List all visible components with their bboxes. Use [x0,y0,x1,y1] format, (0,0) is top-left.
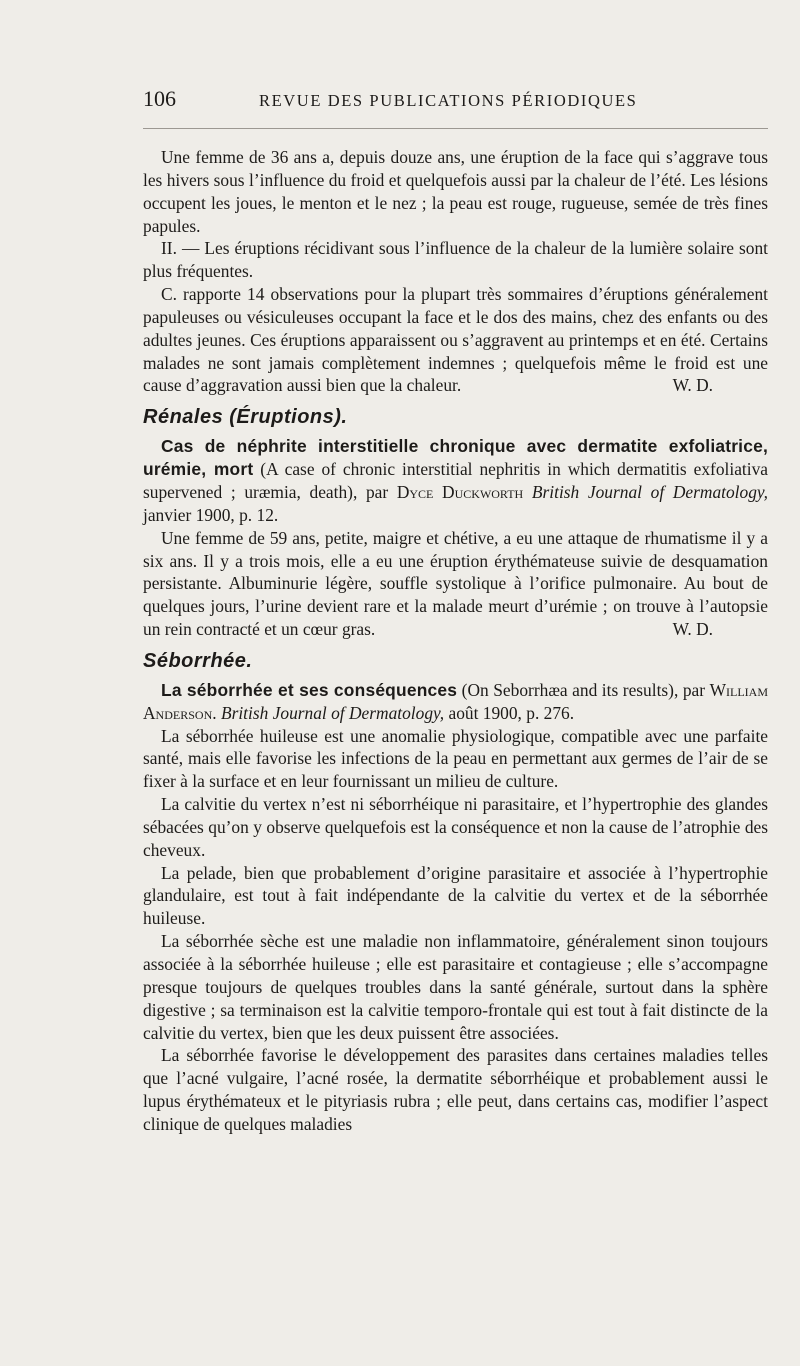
article-author: Dyce Duckworth [396,481,524,502]
paragraph: La calvitie du vertex n’est ni séborrhéique ni parasitaire, et l’hypertrophie des glandes sébacées qu’on y observe quelquefois est la conséquence et non la cause de l’atrophie des cheveux. [143,794,768,860]
article-reference [143,679,768,725]
page-number: 106 [143,86,176,111]
paragraph: La séborrhée favorise le développement des parasites dans certaines maladies telles que l’acné vulgaire, l’acné rosée, la dermatite séborrhéique et probablement aussi le lupus érythémateux et le pityriasis rubra ; elle peut, dans certains cas, modifier l’aspect clinique de quelques maladies [143,1045,768,1134]
journal-name: British Journal of Dermatology, [531,481,768,502]
paragraph: II. — Les éruptions récidivant sous l’influence de la chaleur de la lumière solaire sont plus fréquentes. [143,238,768,282]
article-details: (A case of chronic interstitial nephritis in which dermatitis exfoliativa supervened ; uræmia, death), par [143,459,768,502]
article-title: Cas de néphrite interstitielle chronique avec dermatite exfoliatrice, urémie, mort [143,436,768,480]
paragraph: La pelade, bien que probablement d’origine parasitaire et associée à l’hypertrophie glandulaire, est tout à fait indépendante de la calvitie du vertex et de la séborrhée huileuse. [143,862,768,929]
section-heading-seborrhee: Séborrhée. [143,649,253,672]
header-rule [143,128,768,129]
page-header [143,86,763,116]
running-title: REVUE DES PUBLICATIONS PÉRIODIQUES [259,91,638,110]
paragraph: Une femme de 36 ans a, depuis douze ans, une éruption de la face qui s’aggrave tous les hivers sous l’influence du froid et quelquefois aussi par la chaleur de l’été. Les lésions occupent les joues, le menton et le nez ; la peau est rouge, rugueuse, semée de très fines papules. [143,147,768,236]
article-details: (On Seborrhæa and its results), par [457,679,710,700]
paragraph-text: Une femme de 59 ans, petite, maigre et chétive, a eu une attaque de rhumatisme il y a six ans. Il y a trois mois, elle a eu une éruption érythémateuse suivie de desquamation persistante. Albuminurie légère, souffle systolique à l’orifice pulmonaire. Au bout de quelques jours, l’urine devient rare et la malade meurt d’urémie ; on trouve à l’autopsie un rein contracté et un cœur gras. [143,527,768,640]
journal-name: British Journal of Dermatology, [220,702,445,723]
article-title: La séborrhée et ses conséquences [161,679,458,700]
paragraph [143,283,768,397]
article-reference [143,435,768,526]
section-heading-renales: Rénales (Éruptions). [143,406,348,429]
page-body [143,146,768,1136]
paragraph-text: C. rapporte 14 observations pour la plupart très sommaires d’éruptions généralement papuleuses ou vésiculeuses occupant la face et le dos des mains, chez des enfants ou des adultes jeunes. Ces éruptions apparaissent ou s’aggravent au printemps et en été. Certains malades ne sont jamais complètement indemnes ; quelquefois même le froid est une cause d’aggravation aussi bien que la chaleur. [143,284,768,396]
paragraph: La séborrhée huileuse est une anomalie physiologique, compatible avec une parfaite santé, mais elle favorise les infections de la peau en permettant aux germes de l’air de se fixer à la surface et en leur fournissant un milieu de culture. [143,725,768,792]
signature: W. D. [672,619,713,640]
article-date: août 1900, p. 276. [444,702,575,723]
article-author: William Anderson. [143,679,768,723]
paragraph [143,527,768,641]
signature: W. D. [672,375,713,396]
article-date: janvier 1900, p. 12. [143,504,279,525]
paragraph: La séborrhée sèche est une maladie non inflammatoire, généralement sinon toujours associée à la séborrhée huileuse ; elle est parasitaire et contagieuse ; elle s’accompagne presque toujours de quelques troubles dans la santé générale, surtout dans la sphère digestive ; sa terminaison est la calvitie temporo-frontale qui est tout à fait distincte de la calvitie du vertex, bien que les deux puissent être associées. [143,931,768,1043]
